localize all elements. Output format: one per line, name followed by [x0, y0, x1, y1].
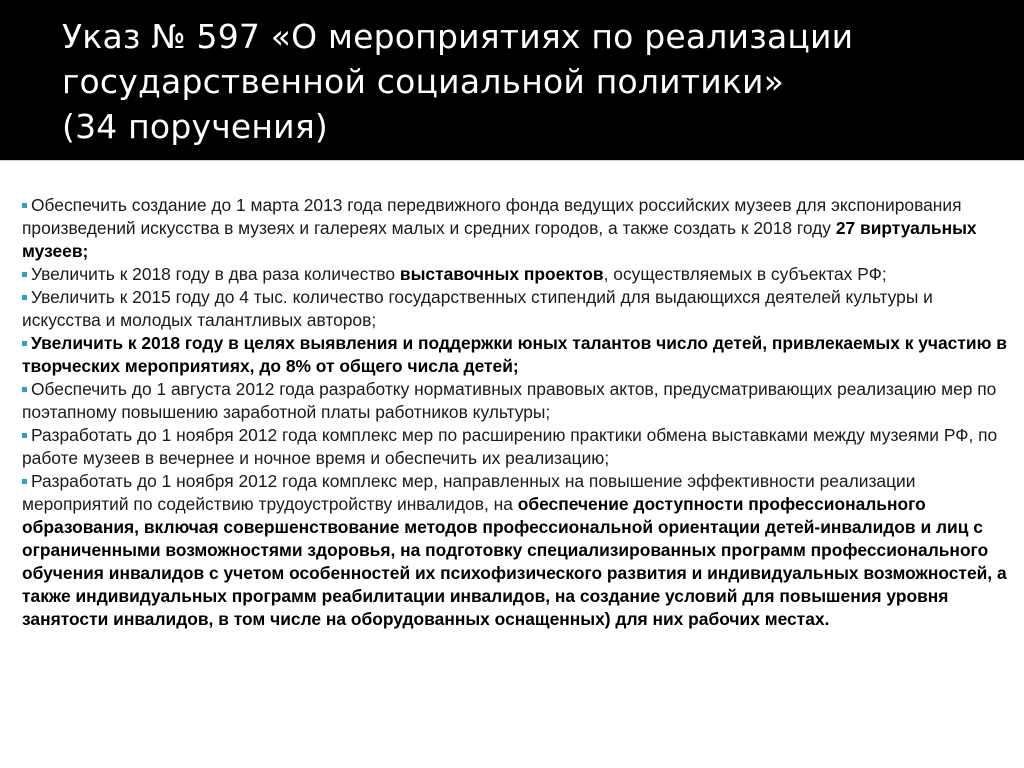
slide-title-line: (34 поручения): [62, 107, 328, 146]
bullet-item: [22, 470, 1014, 631]
bullet-text: Разработать до 1 ноября 2012 года комплекс мер по расширению практики обмена выставками между музеями РФ, по работе музеев в вечернее и ночное время и обеспечить их реализацию;: [22, 425, 998, 468]
bullet-item: [22, 332, 1014, 378]
bullet-item: [22, 424, 1014, 470]
bullet-item: [22, 263, 1014, 286]
bullet-text: Увеличить к 2015 году до 4 тыс. количество государственных стипендий для выдающихся деятелей культуры и искусства и молодых талантливых авторов;: [22, 287, 933, 330]
title-bar: [0, 0, 1024, 160]
bullet-list: [22, 194, 1014, 631]
bullet-text: Обеспечить до 1 августа 2012 года разработку нормативных правовых актов, предусматривающих реализацию мер по поэтапному повышению заработной платы работников культуры;: [22, 379, 997, 422]
bullet-text: Разработать до 1 ноября 2012 года комплекс мер, направленных на повышение эффективности реализации мероприятий по содействию трудоустройству инвалидов, на: [22, 471, 916, 514]
bullet-text-bold: 27 виртуальных музеев;: [22, 218, 977, 261]
bullet-text-bold: выставочных проектов: [399, 264, 604, 284]
square-bullet-icon: [22, 203, 27, 208]
square-bullet-icon: [22, 295, 27, 300]
bullet-item: [22, 286, 1014, 332]
bullet-text-bold: обеспечение доступности профессионального образования, включая совершенствование методов профессиональной ориентации детей-инвалидов и лиц с ограниченными возможностями здоровья, на подготовку специализированных программ профессионального обучения инвалидов с учетом особенностей их психофизического развития и индивидуальных возможностей, а также индивидуальных программ реабилитации инвалидов, на создание условий для повышения уровня занятости инвалидов, в том числе на оборудованных оснащенных) для них рабочих местах.: [22, 494, 1007, 629]
bullet-item: [22, 378, 1014, 424]
title-separator: [0, 160, 1024, 164]
slide-title-line: Указ № 597 «О мероприятиях по реализации: [62, 17, 854, 56]
slide-title-line: государственной социальной политики»: [62, 62, 785, 101]
square-bullet-icon: [22, 272, 27, 277]
bullet-text: Обеспечить создание до 1 марта 2013 года передвижного фонда ведущих российских музеев для экспонирования произведений искусства в музеях и галереях малых и средних городов, а также создать к 2018 году: [22, 195, 962, 238]
square-bullet-icon: [22, 387, 27, 392]
square-bullet-icon: [22, 341, 27, 346]
bullet-text-bold: Увеличить к 2018 году в целях выявления и поддержки юных талантов число детей, привлекаемых к участию в творческих мероприятиях, до 8% от общего числа детей;: [22, 333, 1007, 376]
bullet-text: , осуществляемых в субъектах РФ;: [603, 264, 887, 284]
bullet-text: Увеличить к 2018 году в два раза количество: [31, 264, 400, 284]
square-bullet-icon: [22, 433, 27, 438]
square-bullet-icon: [22, 479, 27, 484]
bullet-item: [22, 194, 1014, 263]
slide-title: [62, 14, 992, 149]
